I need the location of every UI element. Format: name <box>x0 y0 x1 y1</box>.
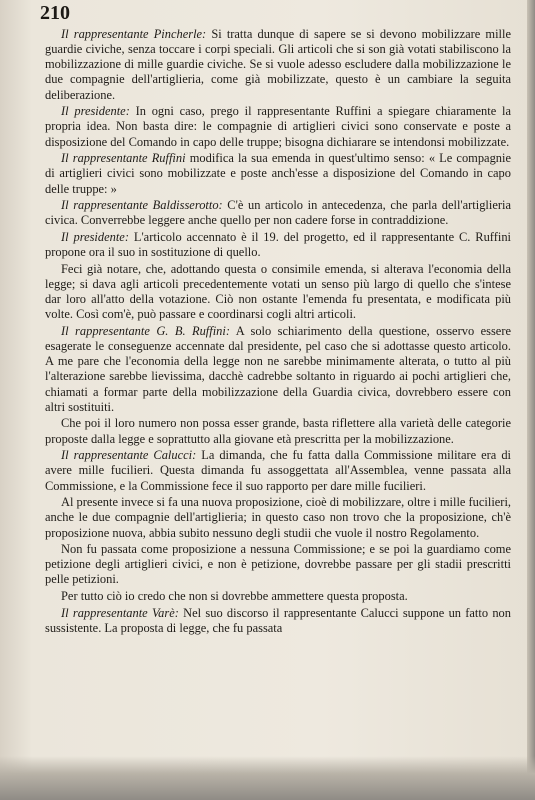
paragraph-text: La dimanda, che fu fatta dalla Commissione militare era di avere mille fucilieri. Questa dimanda fu assoggettata all'Assemblea, venne passata alla Commissione, e la Commissione fece il suo rapporto per dare mille fucilieri. <box>45 448 511 493</box>
paragraph-text: modifica la sua emenda in quest'ultimo senso: « Le compagnie di artiglieri civici sono mobilizzate e poste anch'esse a disposizione del Comando in capo delle truppe: » <box>45 151 511 196</box>
paragraph <box>45 27 511 103</box>
paragraph-text: Che poi il loro numero non possa esser grande, basta riflettere alla varietà delle categorie proposte dalla legge e soprattutto alla giovane età prescritta per la mobilizzazione. <box>45 416 511 446</box>
paragraph <box>45 198 511 228</box>
body-text <box>45 27 511 638</box>
speaker-label: Il rappresentante Baldisserotto: <box>61 198 223 213</box>
paragraph <box>45 542 511 587</box>
paragraph-text: Al presente invece si fa una nuova proposizione, cioè di mobilizzare, oltre i mille fucilieri, anche le due compagnie dell'artiglieria; in questo caso non trovo che la proposizione, ch'è proposizione nuova, abbia subito nessuno degli studii che vuole il nostro Regolamento. <box>45 495 512 540</box>
paragraph-text: L'articolo accennato è il 19. del progetto, ed il rappresentante C. Ruffini propone ora il suo in sostituzione di quello. <box>45 230 511 260</box>
paragraph-text: Si tratta dunque di sapere se si devono mobilizzare mille guardie civiche, senza toccare i corpi speciali. Gli articoli che si son già votati stabiliscono la mobilizzazione di mille guardie civiche. Se si vuole adesso escludere dalla mobilizzazione le due compagnie dell'artiglieria, come già mobilizzate, questo è un cambiare la seguita deliberazione. <box>45 27 511 102</box>
page-bottom-shadow <box>0 756 535 800</box>
paragraph-text: Non fu passata come proposizione a nessuna Commissione; e se poi la guardiamo come petizione degli artiglieri civici, e non è petizione, dovrebbe passare per gli stadii prescritti pelle petizioni. <box>45 542 511 587</box>
page-number: 210 <box>40 2 70 24</box>
paragraph <box>45 324 511 415</box>
paragraph-text: In ogni caso, prego il rappresentante Ruffini a spiegare chiaramente la propria idea. Non basta dire: le compagnie di artiglieri civici sono conservate e poste a disposizione del Comando in capo delle truppe; bisogna dichiarare se intendonsi mobilizzate. <box>45 104 511 149</box>
paragraph-text: A solo schiarimento della questione, osservo essere esagerate le conseguenze accennate dal presidente, pel caso che si adottasse questo articolo. A me pare che l'economia della legge non ne sarebbe minimamente alterata, o tutto al più l'alterazione sarebbe lievissima, dacchè cadrebbe soltanto in riguardo ai pochi artiglieri che, chiamati a formar parte della mobilizzazione della Guardia civica, dovrebbero essere con altri sostituiti. <box>45 323 511 414</box>
paragraph <box>45 151 511 196</box>
speaker-label: Il rappresentante Calucci: <box>61 448 197 463</box>
paragraph <box>45 262 511 323</box>
speaker-label: Il presidente: <box>61 230 129 245</box>
paragraph-text: Feci già notare, che, adottando questa o consimile emenda, si alterava l'economia della legge; si dava agli articoli precedentemente votati un senso più largo di quello che s'intese dar loro all'atto della votazione. Ciò non ostante l'emenda fu presentata, e modificata più volte. Così com'è, può passare e coordinarsi cogli altri articoli. <box>45 261 511 322</box>
speaker-label: Il rappresentante Varè: <box>61 605 179 620</box>
speaker-label: Il rappresentante G. B. Ruffini: <box>61 323 230 338</box>
paragraph-text: C'è un articolo in antecedenza, che parla dell'artiglieria civica. Converrebbe leggere anche quello per non cadere forse in contraddizione. <box>45 198 511 228</box>
paragraph <box>45 416 511 446</box>
paragraph <box>45 589 511 604</box>
speaker-label: Il presidente: <box>61 104 130 119</box>
paragraph <box>45 104 511 149</box>
speaker-label: Il rappresentante Ruffini <box>61 151 186 166</box>
page-edge-shadow <box>527 0 535 800</box>
paragraph <box>45 448 511 493</box>
paragraph-text: Nel suo discorso il rappresentante Calucci suppone un fatto non sussistente. La proposta di legge, che fu passata <box>45 605 511 635</box>
speaker-label: Il rappresentante Pincherle: <box>61 27 207 41</box>
paragraph <box>45 606 511 636</box>
paragraph <box>45 230 511 260</box>
paragraph <box>45 495 511 540</box>
paragraph-text: Per tutto ciò io credo che non si dovrebbe ammettere questa proposta. <box>61 589 408 604</box>
